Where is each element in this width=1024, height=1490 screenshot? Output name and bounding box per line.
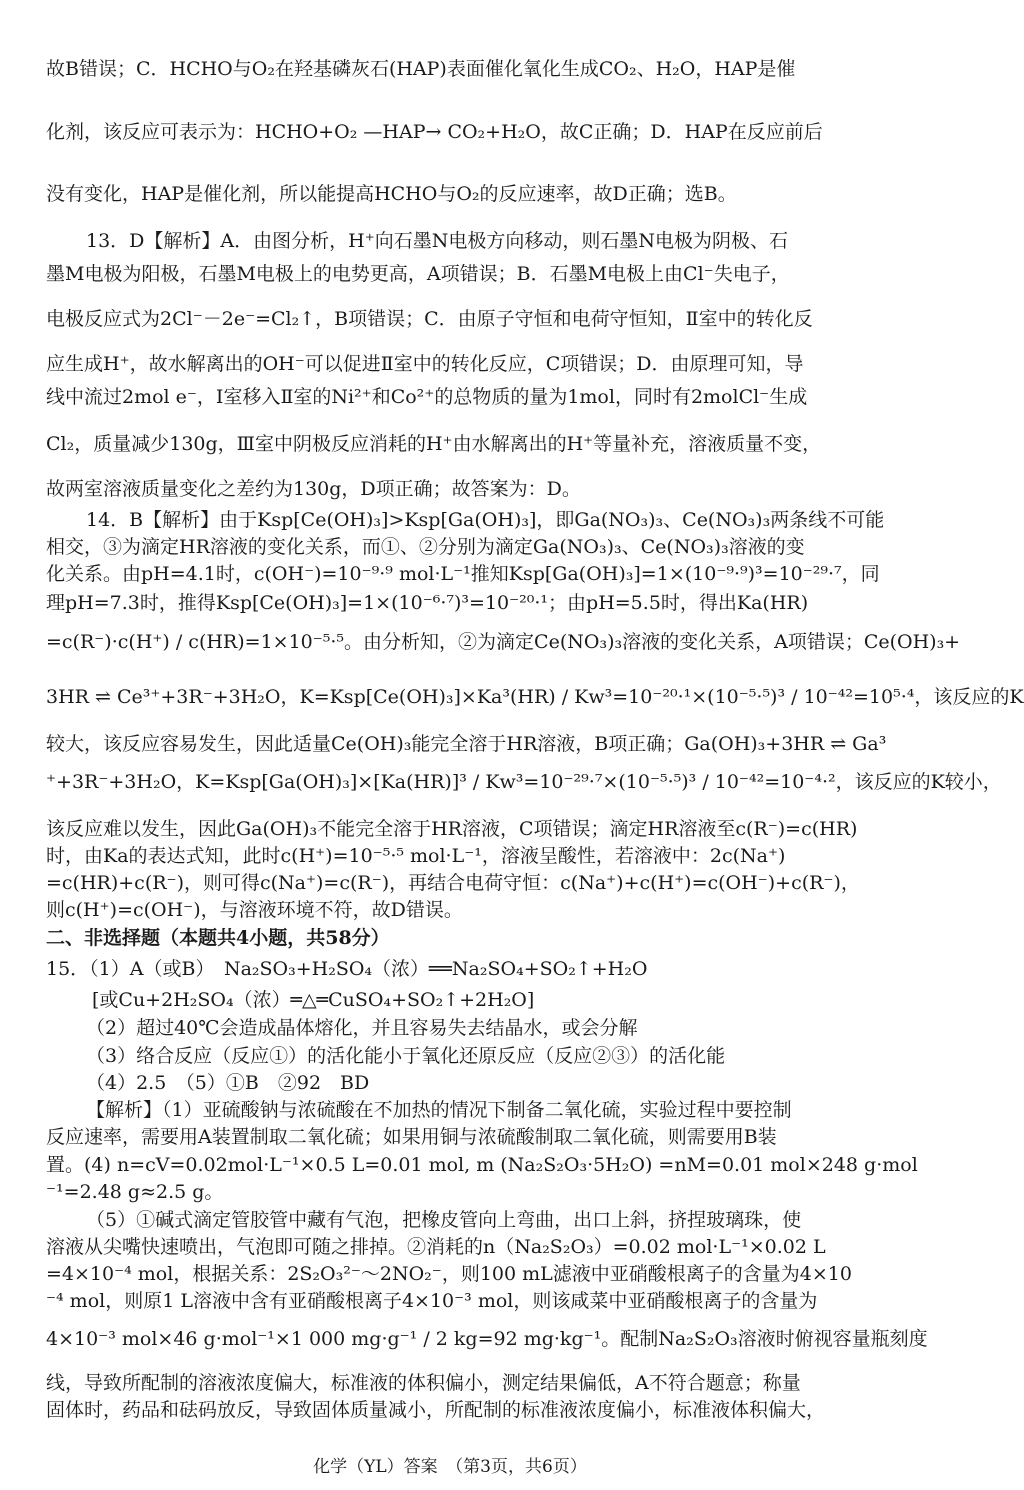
text-line: 化剂，该反应可表示为：HCHO+O₂ —HAP→ CO₂+H₂O，故C正确；D．HAP在反应前后: [46, 121, 823, 143]
text-line: 故B错误；C．HCHO与O₂在羟基磷灰石(HAP)表面催化氧化生成CO₂、H₂O，HAP是催: [46, 58, 796, 80]
text-line: =c(HR)+c(R⁻)，则可得c(Na⁺)=c(R⁻)，再结合电荷守恒：c(Na⁺)+c(H⁺)=c(OH⁻)+c(R⁻)，: [46, 872, 860, 894]
text-line: 4×10⁻³ mol×46 g·mol⁻¹×1 000 mg·g⁻¹ / 2 kg=92 mg·kg⁻¹。配制Na₂S₂O₃溶液时俯视容量瓶刻度: [46, 1328, 928, 1350]
text-line: （4）2.5 （5）①B ②92 BD: [86, 1072, 370, 1094]
text-line: 线中流过2mol e⁻，Ⅰ室移入Ⅱ室的Ni²⁺和Co²⁺的总物质的量为1mol，同时有2molCl⁻生成: [46, 386, 808, 408]
text-line: 15．（1）A（或B） Na₂SO₃+H₂SO₄（浓）══Na₂SO₄+SO₂↑+H₂O: [46, 958, 648, 980]
text-line: ⁺+3R⁻+3H₂O，K=Ksp[Ga(OH)₃]×[Ka(HR)]³ / Kw³=10⁻²⁹·⁷×(10⁻⁵·⁵)³ / 10⁻⁴²=10⁻⁴·²，该反应的K较小，: [46, 771, 1002, 793]
text-line: 3HR ⇌ Ce³⁺+3R⁻+3H₂O，K=Ksp[Ce(OH)₃]×Ka³(HR) / Kw³=10⁻²⁰·¹×(10⁻⁵·⁵)³ / 10⁻⁴²=10⁵·⁴，该反应的K: [46, 686, 1024, 708]
text-line: 反应速率，需要用A装置制取二氧化硫；如果用铜与浓硫酸制取二氧化硫，则需要用B装: [46, 1126, 777, 1148]
text-line: 则c(H⁺)=c(OH⁻)，与溶液环境不符，故D错误。: [46, 899, 463, 921]
text-line: 墨M电极为阳极，石墨M电极上的电势更高，A项错误；B．石墨M电极上由Cl⁻失电子，: [46, 263, 790, 285]
text-line: Cl₂，质量减少130g，Ⅲ室中阴极反应消耗的H⁺由水解离出的H⁺等量补充，溶液质量不变，: [46, 433, 822, 455]
text-line: 溶液从尖嘴快速喷出，气泡即可随之排掉。②消耗的n（Na₂S₂O₃）=0.02 mol·L⁻¹×0.02 L: [46, 1236, 826, 1258]
text-line: 化关系。由pH=4.1时，c(OH⁻)=10⁻⁹·⁹ mol·L⁻¹推知Ksp[Ga(OH)₃]=1×(10⁻⁹·⁹)³=10⁻²⁹·⁷，同: [46, 563, 880, 585]
text-line: =4×10⁻⁴ mol，根据关系：2S₂O₃²⁻～2NO₂⁻，则100 mL滤液中亚硝酸根离子的含量为4×10: [46, 1263, 852, 1285]
text-line: 时，由Ka的表达式知，此时c(H⁺)=10⁻⁵·⁵ mol·L⁻¹，溶液呈酸性，若溶液中：2c(Na⁺): [46, 845, 786, 867]
text-line: 故两室溶液质量变化之差约为130g，D项正确；故答案为：D。: [46, 478, 581, 500]
text-line: 较大，该反应容易发生，因此适量Ce(OH)₃能完全溶于HR溶液，B项正确；Ga(OH)₃+3HR ⇌ Ga³: [46, 733, 887, 755]
text-line: 应生成H⁺，故水解离出的OH⁻可以促进Ⅱ室中的转化反应，C项错误；D．由原理可知，导: [46, 353, 804, 375]
text-line: ⁻⁴ mol，则原1 L溶液中含有亚硝酸根离子4×10⁻³ mol，则该咸菜中亚硝酸根离子的含量为: [46, 1290, 818, 1312]
text-line: 置。(4) n=cV=0.02mol·L⁻¹×0.5 L=0.01 mol, m (Na₂S₂O₃·5H₂O) =nM=0.01 mol×248 g·mol: [46, 1154, 918, 1176]
text-line: 线，导致所配制的溶液浓度偏大，标准液的体积偏小，测定结果偏低，A不符合题意；称量: [46, 1372, 801, 1394]
text-line: 相交，③为滴定HR溶液的变化关系，而①、②分别为滴定Ga(NO₃)₃、Ce(NO₃)₃溶液的变: [46, 536, 805, 558]
text-line: 13．D【解析】A．由图分析，H⁺向石墨N电极方向移动，则石墨N电极为阴极、石: [86, 230, 788, 252]
text-line: 【解析】（1）亚硫酸钠与浓硫酸在不加热的情况下制备二氧化硫，实验过程中要控制: [86, 1099, 792, 1121]
text-line: （5）①碱式滴定管胶管中藏有气泡，把橡皮管向上弯曲，出口上斜，挤捏玻璃珠，使: [86, 1209, 802, 1231]
page-footer: 化学（YL）答案 （第3页，共6页）: [313, 1457, 587, 1477]
text-line: 没有变化，HAP是催化剂，所以能提高HCHO与O₂的反应速率，故D正确；选B。: [46, 183, 737, 205]
text-line: 固体时，药品和砝码放反，导致固体质量减小，所配制的标准液浓度偏小，标准液体积偏大，: [46, 1399, 826, 1421]
text-line: 理pH=7.3时，推得Ksp[Ce(OH)₃]=1×(10⁻⁶·⁷)³=10⁻²⁰·¹；由pH=5.5时，得出Ka(HR): [46, 592, 809, 614]
text-line: 电极反应式为2Cl⁻－2e⁻=Cl₂↑，B项错误；C．由原子守恒和电荷守恒知，Ⅱ室中的转化反: [46, 308, 813, 330]
text-line: ⁻¹=2.48 g≈2.5 g。: [46, 1181, 224, 1203]
text-line: [或Cu+2H₂SO₄（浓）═△═CuSO₄+SO₂↑+2H₂O]: [92, 989, 535, 1011]
text-line: 14．B【解析】由于Ksp[Ce(OH)₃]>Ksp[Ga(OH)₃]，即Ga(NO₃)₃、Ce(NO₃)₃两条线不可能: [86, 509, 885, 531]
text-line: =c(R⁻)·c(H⁺) / c(HR)=1×10⁻⁵·⁵。由分析知，②为滴定Ce(NO₃)₃溶液的变化关系，A项错误；Ce(OH)₃+: [46, 631, 961, 653]
text-line: 该反应难以发生，因此Ga(OH)₃不能完全溶于HR溶液，C项错误；滴定HR溶液至c(R⁻)=c(HR): [46, 818, 858, 840]
text-line: （3）络合反应（反应①）的活化能小于氧化还原反应（反应②③）的活化能: [86, 1045, 726, 1067]
text-line: （2）超过40℃会造成晶体熔化，并且容易失去结晶水，或会分解: [86, 1017, 638, 1039]
section-heading: 二、非选择题（本题共4小题，共58分）: [46, 927, 390, 949]
